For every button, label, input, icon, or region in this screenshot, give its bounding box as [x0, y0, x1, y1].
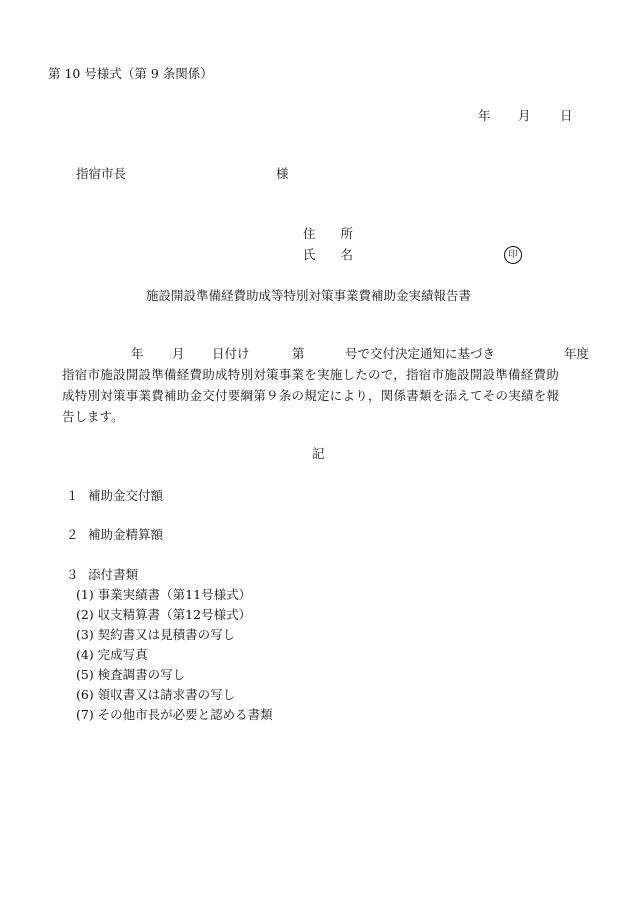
body-line-3: 成特別対策事業費補助金交付要綱第９条の規定により，関係書類を添えてその実績を報: [62, 388, 560, 403]
item-number-3: ３: [66, 567, 79, 582]
body-day-dated: 日付け: [212, 346, 250, 361]
attachment-item: (2) 収支精算書（第12号様式）: [76, 607, 252, 622]
addressee-name: 指宿市長: [76, 166, 127, 181]
attachment-item: (5) 検査調書の写し: [76, 667, 186, 682]
item-label-3: 添付書類: [88, 567, 139, 582]
item-label-1: 補助金交付額: [88, 488, 164, 503]
attachment-item: (3) 契約書又は見積書の写し: [76, 627, 236, 642]
body-line-2: 指宿市施設開設準備経費助成特別対策事業を実施したので，指宿市施設開設準備経費助: [62, 367, 560, 382]
body-year: 年: [131, 346, 144, 361]
attachment-item: (1) 事業実績書（第11号様式）: [76, 587, 252, 602]
date-year-label: 年: [478, 108, 491, 123]
body-line-4: 告します。: [62, 409, 124, 424]
item-number-1: １: [66, 488, 79, 503]
item-label-2: 補助金精算額: [88, 527, 164, 542]
addressee-honorific: 様: [276, 166, 289, 181]
item-number-2: ２: [66, 527, 79, 542]
form-number: 第 10 号様式（第 9 条関係）: [48, 66, 213, 81]
attachment-item: (7) その他市長が必要と認める書類: [76, 707, 273, 722]
body-month: 月: [172, 346, 185, 361]
body-fiscal-year: 年度: [564, 346, 590, 361]
seal-mark: 印: [504, 246, 522, 264]
name-label: 氏 名: [303, 247, 354, 262]
body-dai: 第: [292, 346, 305, 361]
document-title: 施設開設準備経費助成等特別対策事業費補助金実績報告書: [146, 288, 472, 303]
date-month-label: 月: [518, 108, 531, 123]
attachment-item: (6) 領収書又は請求書の写し: [76, 687, 236, 702]
attachment-item: (4) 完成写真: [76, 647, 148, 662]
date-day-label: 日: [560, 108, 573, 123]
address-label: 住 所: [303, 226, 354, 241]
body-notice: 号で交付決定通知に基づき: [345, 346, 496, 361]
ki-heading: 記: [312, 446, 325, 461]
